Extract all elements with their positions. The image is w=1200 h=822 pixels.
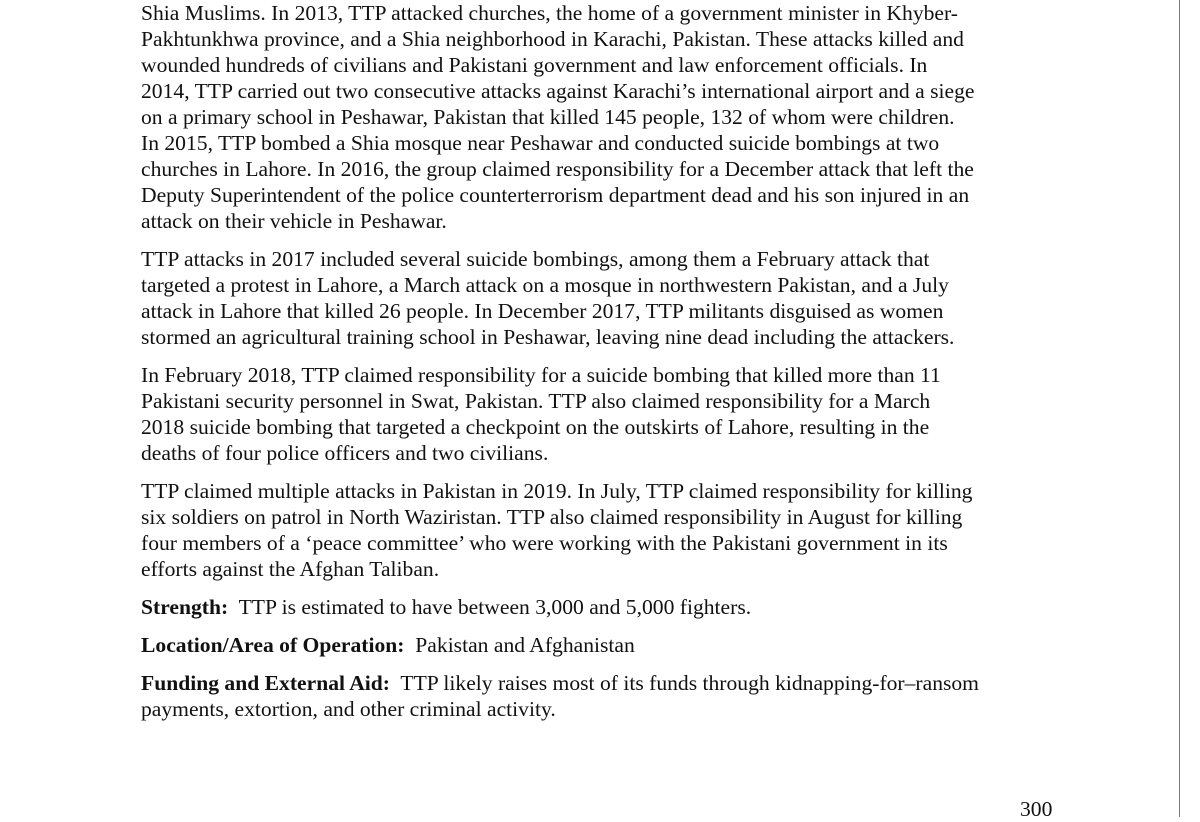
text-line: Deputy Superintendent of the police counterterrorism department dead and his son injured in an	[141, 183, 970, 207]
funding-section	[141, 670, 1071, 722]
paragraph-ttp-attacks-2013-2016	[141, 0, 1071, 234]
text-line: six soldiers on patrol in North Waziristan. TTP also claimed responsibility in August for killing	[141, 505, 963, 529]
text-line: efforts against the Afghan Taliban.	[141, 557, 440, 581]
text-line: wounded hundreds of civilians and Pakistani government and law enforcement officials. In	[141, 53, 928, 77]
text-line	[141, 670, 1071, 696]
paragraph-ttp-attacks-2018	[141, 362, 1071, 466]
text-line: stormed an agricultural training school in Peshawar, leaving nine dead including the attackers.	[141, 325, 955, 349]
text-line: In 2015, TTP bombed a Shia mosque near Peshawar and conducted suicide bombings at two	[141, 131, 940, 155]
text-line: attack on their vehicle in Peshawar.	[141, 209, 447, 233]
text-line: on a primary school in Peshawar, Pakistan that killed 145 people, 132 of whom were children.	[141, 105, 955, 129]
text-line: 2018 suicide bombing that targeted a checkpoint on the outskirts of Lahore, resulting in the	[141, 415, 930, 439]
text-line: payments, extortion, and other criminal activity.	[141, 697, 556, 721]
paragraph-ttp-attacks-2019	[141, 478, 1071, 582]
text-line: In February 2018, TTP claimed responsibility for a suicide bombing that killed more than 11	[141, 363, 941, 387]
text-line: targeted a protest in Lahore, a March attack on a mosque in northwestern Pakistan, and a July	[141, 273, 949, 297]
text-line: 2014, TTP carried out two consecutive attacks against Karachi’s international airport and a siege	[141, 79, 975, 103]
document-body	[141, 0, 1071, 734]
funding-text: TTP likely raises most of its funds through kidnapping-for–ransom	[390, 671, 979, 695]
text-line: TTP claimed multiple attacks in Pakistan in 2019. In July, TTP claimed responsibility for killing	[141, 479, 973, 503]
viewer-margin	[1181, 0, 1200, 817]
text-line: four members of a ‘peace committee’ who were working with the Pakistani government in its	[141, 531, 948, 555]
text-line	[141, 632, 1071, 658]
text-line: Shia Muslims. In 2013, TTP attacked churches, the home of a government minister in Khyber-	[141, 1, 958, 25]
text-line: Pakistani security personnel in Swat, Pakistan. TTP also claimed responsibility for a March	[141, 389, 931, 413]
text-line: TTP attacks in 2017 included several suicide bombings, among them a February attack that	[141, 247, 930, 271]
text-line: attack in Lahore that killed 26 people. In December 2017, TTP militants disguised as women	[141, 299, 944, 323]
text-line: deaths of four police officers and two civilians.	[141, 441, 549, 465]
text-line: Pakhtunkhwa province, and a Shia neighborhood in Karachi, Pakistan. These attacks killed and	[141, 27, 964, 51]
text-line: churches in Lahore. In 2016, the group claimed responsibility for a December attack that left the	[141, 157, 974, 181]
paragraph-ttp-attacks-2017	[141, 246, 1071, 350]
page-number: 300	[1020, 797, 1053, 821]
funding-label: Funding and External Aid:	[141, 671, 391, 695]
location-section	[141, 632, 1071, 658]
strength-text: TTP is estimated to have between 3,000 and 5,000 fighters.	[228, 595, 752, 619]
location-label: Location/Area of Operation:	[141, 633, 405, 657]
location-text: Pakistan and Afghanistan	[404, 633, 635, 657]
text-line	[141, 594, 1071, 620]
strength-label: Strength:	[141, 595, 229, 619]
strength-section	[141, 594, 1071, 620]
